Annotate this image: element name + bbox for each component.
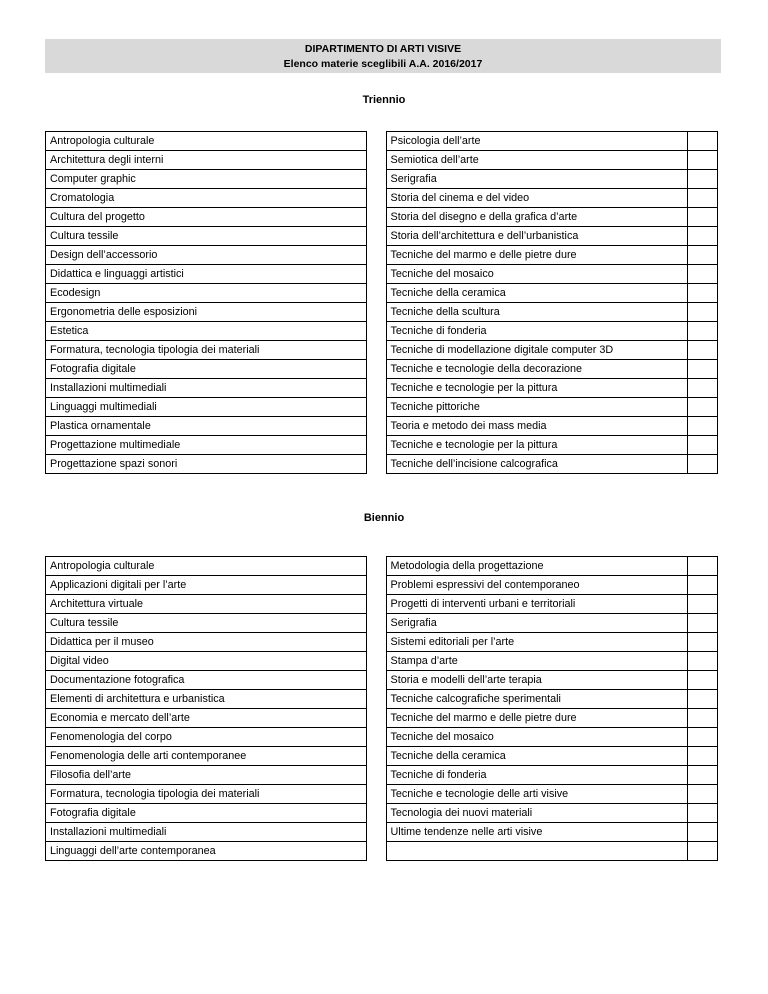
subject-left: Estetica bbox=[46, 322, 367, 341]
table-row bbox=[46, 341, 718, 360]
selection-box[interactable] bbox=[687, 690, 717, 709]
subjects-list-title: Elenco materie sceglibili A.A. 2016/2017 bbox=[283, 58, 483, 70]
subject-left: Didattica per il museo bbox=[46, 633, 367, 652]
column-gap bbox=[367, 189, 386, 208]
subject-right: Problemi espressivi del contemporaneo bbox=[386, 576, 687, 595]
subject-left: Elementi di architettura e urbanistica bbox=[46, 690, 367, 709]
subject-left: Linguaggi multimediali bbox=[46, 398, 367, 417]
table-row bbox=[46, 151, 718, 170]
selection-box[interactable] bbox=[687, 709, 717, 728]
table-row bbox=[46, 652, 718, 671]
table-row bbox=[46, 132, 718, 151]
subject-left: Design dell’accessorio bbox=[46, 246, 367, 265]
selection-box[interactable] bbox=[687, 747, 717, 766]
table-row bbox=[46, 189, 718, 208]
department-title: DIPARTIMENTO DI ARTI VISIVE bbox=[304, 43, 462, 55]
subject-left: Progettazione multimediale bbox=[46, 436, 367, 455]
column-gap bbox=[367, 690, 386, 709]
selection-box[interactable] bbox=[687, 227, 717, 246]
table-row bbox=[46, 360, 718, 379]
triennio-title: Triennio bbox=[362, 94, 406, 106]
subject-left: Plastica ornamentale bbox=[46, 417, 367, 436]
column-gap bbox=[367, 227, 386, 246]
subject-right: Tecniche di fonderia bbox=[386, 322, 687, 341]
column-gap bbox=[367, 132, 386, 151]
selection-box[interactable] bbox=[687, 823, 717, 842]
selection-box[interactable] bbox=[687, 417, 717, 436]
subject-left: Ecodesign bbox=[46, 284, 367, 303]
selection-box[interactable] bbox=[687, 170, 717, 189]
table-row bbox=[46, 265, 718, 284]
selection-box[interactable] bbox=[687, 265, 717, 284]
column-gap bbox=[367, 379, 386, 398]
subject-right: Serigrafia bbox=[386, 614, 687, 633]
table-row bbox=[46, 690, 718, 709]
subject-right: Storia del disegno e della grafica d’arte bbox=[386, 208, 687, 227]
column-gap bbox=[367, 766, 386, 785]
subject-right: Sistemi editoriali per l’arte bbox=[386, 633, 687, 652]
subject-right: Tecniche della ceramica bbox=[386, 747, 687, 766]
table-row bbox=[46, 170, 718, 189]
column-gap bbox=[367, 823, 386, 842]
subject-left: Cultura tessile bbox=[46, 227, 367, 246]
subject-left: Fotografia digitale bbox=[46, 804, 367, 823]
subject-right: Tecniche di modellazione digitale computer 3D bbox=[386, 341, 687, 360]
column-gap bbox=[367, 785, 386, 804]
selection-box[interactable] bbox=[687, 246, 717, 265]
subject-left: Digital video bbox=[46, 652, 367, 671]
column-gap bbox=[367, 671, 386, 690]
table-row bbox=[46, 322, 718, 341]
subject-right: Tecniche del marmo e delle pietre dure bbox=[386, 709, 687, 728]
table-row bbox=[46, 671, 718, 690]
subject-left: Linguaggi dell’arte contemporanea bbox=[46, 842, 367, 861]
subject-right: Stampa d’arte bbox=[386, 652, 687, 671]
column-gap bbox=[367, 265, 386, 284]
subject-left: Fenomenologia del corpo bbox=[46, 728, 367, 747]
subject-right: Tecnologia dei nuovi materiali bbox=[386, 804, 687, 823]
column-gap bbox=[367, 842, 386, 861]
subject-left: Antropologia culturale bbox=[46, 557, 367, 576]
triennio-table bbox=[45, 131, 718, 474]
subject-right: Teoria e metodo dei mass media bbox=[386, 417, 687, 436]
subject-right: Tecniche e tecnologie per la pittura bbox=[386, 436, 687, 455]
subject-right: Metodologia della progettazione bbox=[386, 557, 687, 576]
subject-right: Psicologia dell’arte bbox=[386, 132, 687, 151]
table-row bbox=[46, 417, 718, 436]
column-gap bbox=[367, 360, 386, 379]
table-row bbox=[46, 804, 718, 823]
subject-left: Formatura, tecnologia tipologia dei materiali bbox=[46, 341, 367, 360]
column-gap bbox=[367, 728, 386, 747]
selection-box[interactable] bbox=[687, 284, 717, 303]
selection-box[interactable] bbox=[687, 766, 717, 785]
selection-box[interactable] bbox=[687, 322, 717, 341]
subject-right: Storia del cinema e del video bbox=[386, 189, 687, 208]
table-row bbox=[46, 747, 718, 766]
selection-box[interactable] bbox=[687, 652, 717, 671]
subject-left: Economia e mercato dell’arte bbox=[46, 709, 367, 728]
selection-box[interactable] bbox=[687, 671, 717, 690]
subject-left: Formatura, tecnologia tipologia dei materiali bbox=[46, 785, 367, 804]
subject-right: Tecniche e tecnologie delle arti visive bbox=[386, 785, 687, 804]
document-header bbox=[45, 39, 721, 73]
selection-box[interactable] bbox=[687, 379, 717, 398]
table-row bbox=[46, 557, 718, 576]
column-gap bbox=[367, 804, 386, 823]
table-row bbox=[46, 379, 718, 398]
selection-box[interactable] bbox=[687, 804, 717, 823]
selection-box[interactable] bbox=[687, 633, 717, 652]
column-gap bbox=[367, 151, 386, 170]
selection-box[interactable] bbox=[687, 455, 717, 474]
subject-left: Cultura del progetto bbox=[46, 208, 367, 227]
subject-right: Tecniche e tecnologie per la pittura bbox=[386, 379, 687, 398]
table-row bbox=[46, 785, 718, 804]
column-gap bbox=[367, 170, 386, 189]
selection-box[interactable] bbox=[687, 842, 717, 861]
subject-left: Architettura virtuale bbox=[46, 595, 367, 614]
subject-left: Applicazioni digitali per l’arte bbox=[46, 576, 367, 595]
subject-left: Cultura tessile bbox=[46, 614, 367, 633]
selection-box[interactable] bbox=[687, 151, 717, 170]
table-row bbox=[46, 614, 718, 633]
column-gap bbox=[367, 417, 386, 436]
subject-left: Computer graphic bbox=[46, 170, 367, 189]
column-gap bbox=[367, 633, 386, 652]
selection-box[interactable] bbox=[687, 436, 717, 455]
selection-box[interactable] bbox=[687, 557, 717, 576]
table-row bbox=[46, 595, 718, 614]
selection-box[interactable] bbox=[687, 576, 717, 595]
selection-box[interactable] bbox=[687, 595, 717, 614]
column-gap bbox=[367, 595, 386, 614]
table-row bbox=[46, 728, 718, 747]
table-row bbox=[46, 227, 718, 246]
subject-right: Tecniche del marmo e delle pietre dure bbox=[386, 246, 687, 265]
table-row bbox=[46, 284, 718, 303]
table-row bbox=[46, 709, 718, 728]
column-gap bbox=[367, 709, 386, 728]
subject-right: Tecniche del mosaico bbox=[386, 728, 687, 747]
column-gap bbox=[367, 436, 386, 455]
subject-right: Progetti di interventi urbani e territoriali bbox=[386, 595, 687, 614]
selection-box[interactable] bbox=[687, 303, 717, 322]
table-row bbox=[46, 208, 718, 227]
subject-right: Storia e modelli dell’arte terapia bbox=[386, 671, 687, 690]
selection-box[interactable] bbox=[687, 132, 717, 151]
subject-right: Tecniche della scultura bbox=[386, 303, 687, 322]
column-gap bbox=[367, 341, 386, 360]
subject-left: Cromatologia bbox=[46, 189, 367, 208]
column-gap bbox=[367, 284, 386, 303]
subject-left: Progettazione spazi sonori bbox=[46, 455, 367, 474]
table-row bbox=[46, 823, 718, 842]
subject-right: Ultime tendenze nelle arti visive bbox=[386, 823, 687, 842]
table-row bbox=[46, 842, 718, 861]
selection-box[interactable] bbox=[687, 360, 717, 379]
subject-left: Antropologia culturale bbox=[46, 132, 367, 151]
biennio-title: Biennio bbox=[363, 512, 405, 524]
subject-right bbox=[386, 842, 687, 861]
column-gap bbox=[367, 208, 386, 227]
selection-box[interactable] bbox=[687, 785, 717, 804]
column-gap bbox=[367, 576, 386, 595]
subject-right: Tecniche del mosaico bbox=[386, 265, 687, 284]
selection-box[interactable] bbox=[687, 398, 717, 417]
selection-box[interactable] bbox=[687, 614, 717, 633]
subject-left: Architettura degli interni bbox=[46, 151, 367, 170]
subject-left: Installazioni multimediali bbox=[46, 379, 367, 398]
column-gap bbox=[367, 322, 386, 341]
subject-right: Tecniche calcografiche sperimentali bbox=[386, 690, 687, 709]
table-row bbox=[46, 766, 718, 785]
subject-right: Tecniche pittoriche bbox=[386, 398, 687, 417]
subject-right: Serigrafia bbox=[386, 170, 687, 189]
table-row bbox=[46, 455, 718, 474]
selection-box[interactable] bbox=[687, 728, 717, 747]
selection-box[interactable] bbox=[687, 189, 717, 208]
table-row bbox=[46, 436, 718, 455]
column-gap bbox=[367, 652, 386, 671]
subject-left: Didattica e linguaggi artistici bbox=[46, 265, 367, 284]
subject-right: Tecniche di fonderia bbox=[386, 766, 687, 785]
column-gap bbox=[367, 398, 386, 417]
subject-left: Fotografia digitale bbox=[46, 360, 367, 379]
subject-left: Ergonometria delle esposizioni bbox=[46, 303, 367, 322]
table-row bbox=[46, 576, 718, 595]
column-gap bbox=[367, 747, 386, 766]
table-row bbox=[46, 398, 718, 417]
column-gap bbox=[367, 614, 386, 633]
subject-right: Tecniche della ceramica bbox=[386, 284, 687, 303]
table-row bbox=[46, 303, 718, 322]
table-row bbox=[46, 246, 718, 265]
table-row bbox=[46, 633, 718, 652]
subject-left: Documentazione fotografica bbox=[46, 671, 367, 690]
subject-right: Storia dell’architettura e dell’urbanistica bbox=[386, 227, 687, 246]
selection-box[interactable] bbox=[687, 341, 717, 360]
column-gap bbox=[367, 303, 386, 322]
subject-left: Filosofia dell’arte bbox=[46, 766, 367, 785]
biennio-table bbox=[45, 556, 718, 861]
subject-left: Fenomenologia delle arti contemporanee bbox=[46, 747, 367, 766]
column-gap bbox=[367, 246, 386, 265]
selection-box[interactable] bbox=[687, 208, 717, 227]
subject-right: Semiotica dell’arte bbox=[386, 151, 687, 170]
subject-right: Tecniche e tecnologie della decorazione bbox=[386, 360, 687, 379]
subject-right: Tecniche dell’incisione calcografica bbox=[386, 455, 687, 474]
column-gap bbox=[367, 455, 386, 474]
subject-left: Installazioni multimediali bbox=[46, 823, 367, 842]
column-gap bbox=[367, 557, 386, 576]
